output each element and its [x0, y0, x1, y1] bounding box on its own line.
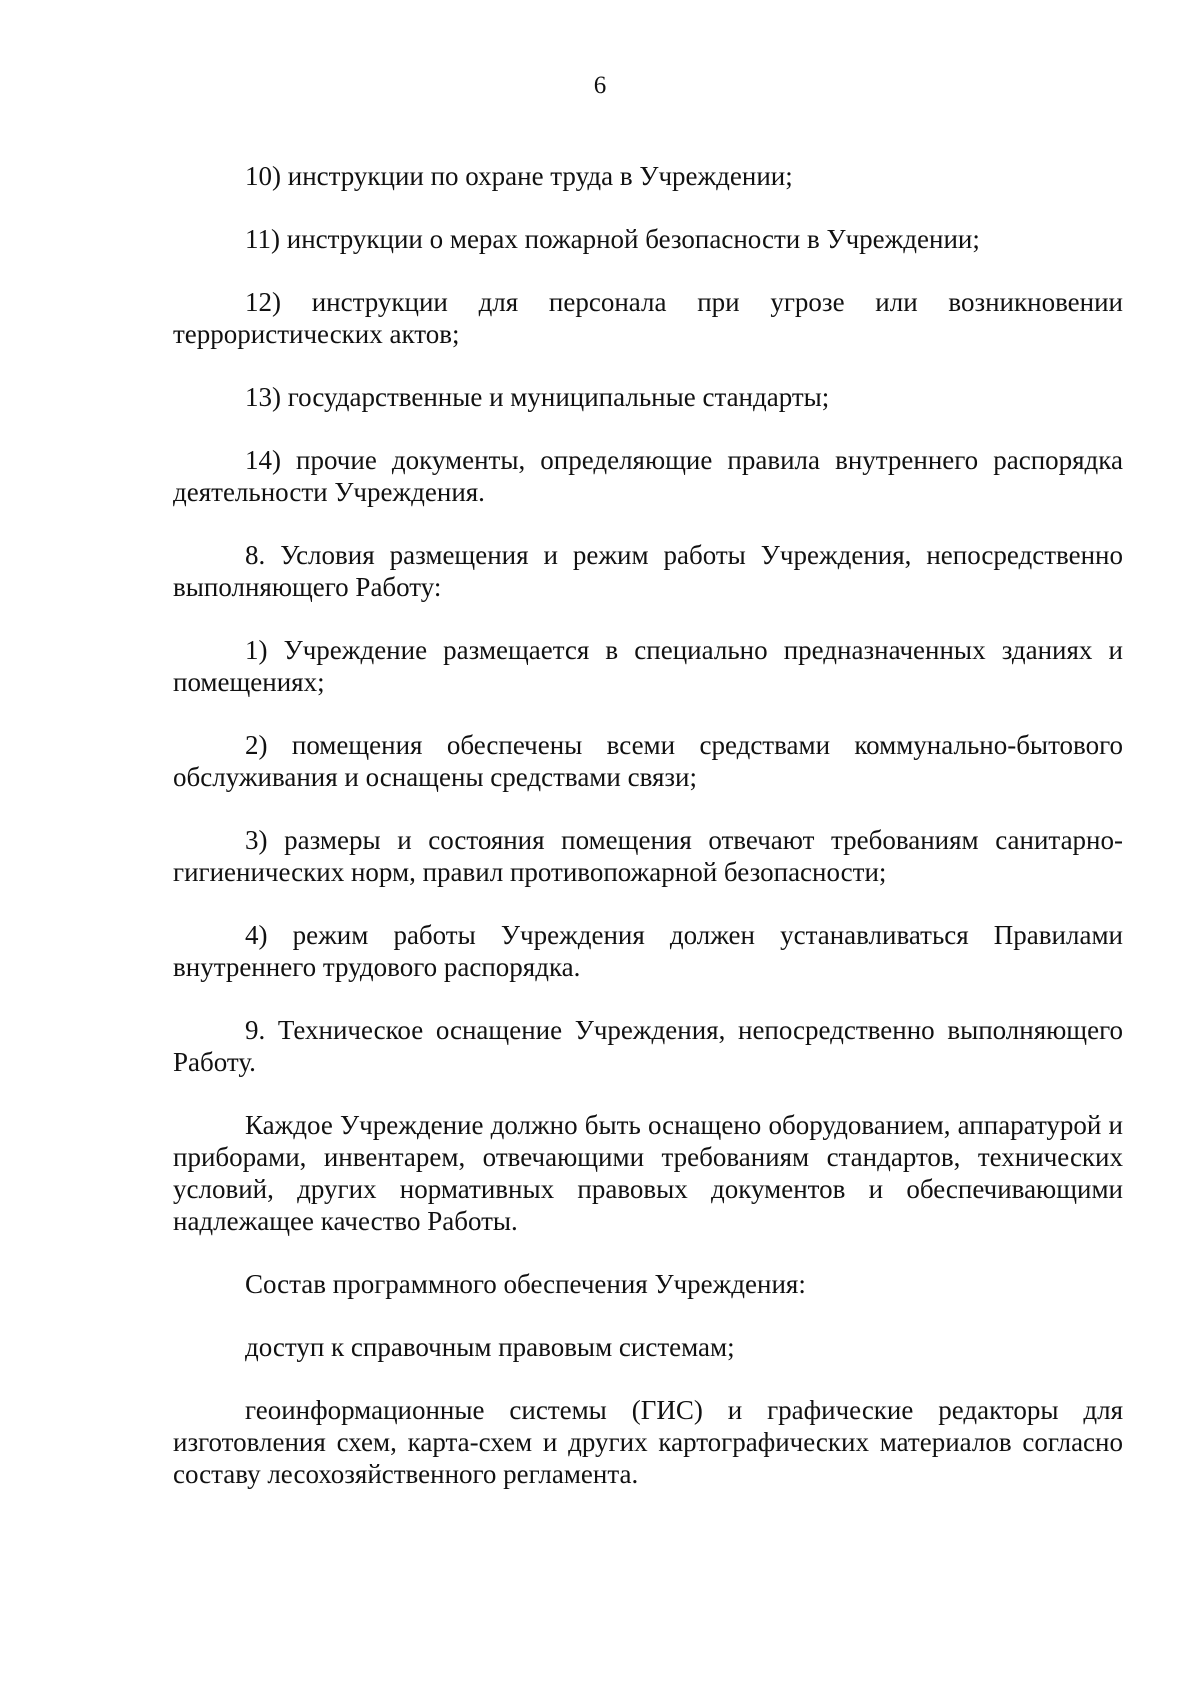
paragraph-item-12: 12) инструкции для персонала при угрозе или возникновении террористических актов; — [173, 287, 1123, 349]
paragraph-item-1: 1) Учреждение размещается в специально предназначенных зданиях и помещениях; — [173, 635, 1123, 697]
paragraph-item-4: 4) режим работы Учреждения должен устанавливаться Правилами внутреннего трудового распорядка. — [173, 920, 1123, 982]
software-item-gis: геоинформационные системы (ГИС) и графические редакторы для изготовления схем, карта-схем и других картографических материалов согласно составу лесохозяйственного регламента. — [173, 1395, 1123, 1489]
software-heading: Состав программного обеспечения Учреждения: — [245, 1269, 806, 1299]
paragraph-item-13: 13) государственные и муниципальные стандарты; — [245, 382, 830, 412]
section-8-heading: 8. Условия размещения и режим работы Учреждения, непосредственно выполняющего Работу: — [173, 540, 1123, 602]
paragraph-item-11: 11) инструкции о мерах пожарной безопасности в Учреждении; — [245, 224, 980, 254]
equipment-paragraph: Каждое Учреждение должно быть оснащено оборудованием, аппаратурой и приборами, инвентарем, отвечающими требованиям стандартов, технических условий, других нормативных правовых документов и обеспечивающими надлежащее качество Работы. — [173, 1110, 1123, 1236]
paragraph-item-2: 2) помещения обеспечены всеми средствами коммунально-бытового обслуживания и оснащены средствами связи; — [173, 730, 1123, 792]
paragraph-item-3: 3) размеры и состояния помещения отвечают требованиям санитарно-гигиенических норм, правил противопожарной безопасности; — [173, 825, 1123, 887]
document-body — [173, 160, 1123, 1521]
software-item-legal-systems: доступ к справочным правовым системам; — [245, 1332, 735, 1362]
page-number: 6 — [593, 72, 607, 99]
section-9-heading: 9. Техническое оснащение Учреждения, непосредственно выполняющего Работу. — [173, 1015, 1123, 1077]
paragraph-item-10: 10) инструкции по охране труда в Учреждении; — [245, 161, 793, 191]
paragraph-item-14: 14) прочие документы, определяющие правила внутреннего распорядка деятельности Учреждения. — [173, 445, 1123, 507]
